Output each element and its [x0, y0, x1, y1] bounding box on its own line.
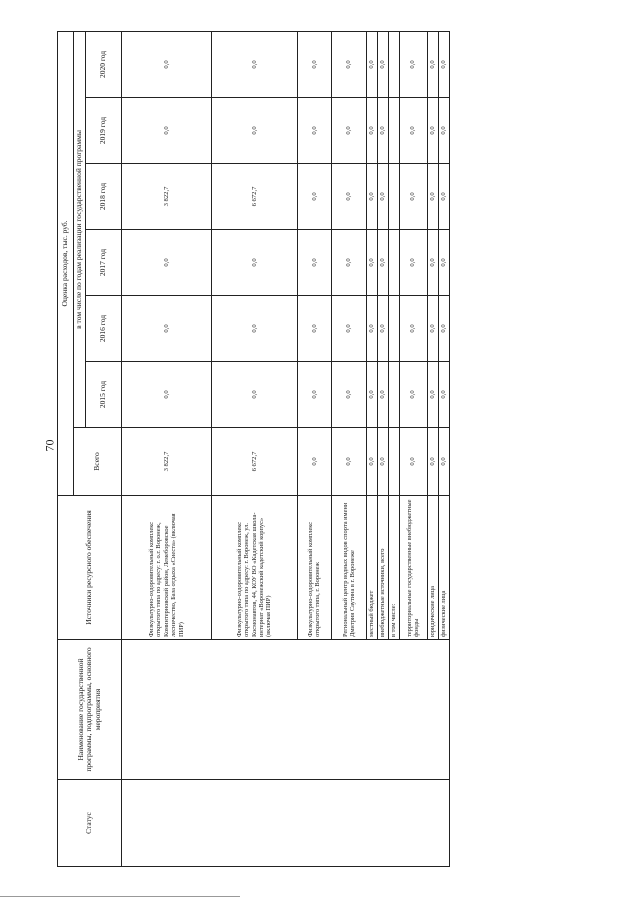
value-cell: 0,0 — [332, 362, 367, 428]
value-cell: 0,0 — [438, 296, 449, 362]
status-cell — [122, 780, 450, 867]
header-year-2019: 2019 год — [86, 98, 122, 164]
value-cell — [388, 230, 399, 296]
source-cell: Физкультурно-оздоровительный комплекс открытого типа по адресу: г. о.г. Воронеж, Коминтерновский район, Лемеборовское лесничество, База отдыха «Сиеста» (включая ПИР) — [122, 496, 212, 640]
value-cell: 0,0 — [427, 296, 438, 362]
value-cell: 0,0 — [399, 164, 427, 230]
program-name-cell — [122, 640, 450, 780]
source-cell: Физкультурно-оздоровительный комплекс открытого типа, г. Воронеж — [297, 496, 332, 640]
header-estimate: Оценка расходов, тыс. руб. — [58, 31, 74, 495]
value-cell: 0,0 — [366, 362, 377, 428]
value-cell: 0,0 — [438, 362, 449, 428]
value-cell: 0,0 — [399, 362, 427, 428]
value-cell: 0,0 — [366, 98, 377, 164]
value-cell: 0,0 — [211, 31, 297, 97]
rotated-table-container — [57, 32, 450, 867]
total-cell: 0,0 — [438, 428, 449, 496]
value-cell: 0,0 — [332, 98, 367, 164]
source-cell: внебюджетные источники, всего — [377, 496, 388, 640]
value-cell — [388, 164, 399, 230]
bottom-rule — [0, 896, 240, 897]
value-cell: 0,0 — [332, 164, 367, 230]
total-cell: 3 822,7 — [122, 428, 212, 496]
header-year-2018: 2018 год — [86, 164, 122, 230]
total-cell: 0,0 — [332, 428, 367, 496]
value-cell: 0,0 — [399, 98, 427, 164]
value-cell: 0,0 — [377, 230, 388, 296]
source-cell: Региональный центр водных видов спорта имени Дмитрия Саутина в г. Воронеже — [332, 496, 367, 640]
value-cell: 0,0 — [211, 98, 297, 164]
total-cell: 6 672,7 — [211, 428, 297, 496]
value-cell: 0,0 — [438, 98, 449, 164]
table-row — [122, 31, 212, 866]
header-status: Статус — [58, 780, 122, 867]
total-cell: 0,0 — [366, 428, 377, 496]
value-cell — [388, 31, 399, 97]
value-cell: 0,0 — [211, 230, 297, 296]
value-cell: 0,0 — [377, 31, 388, 97]
value-cell: 0,0 — [438, 31, 449, 97]
value-cell: 0,0 — [427, 164, 438, 230]
value-cell — [388, 362, 399, 428]
value-cell: 0,0 — [399, 31, 427, 97]
value-cell: 0,0 — [122, 31, 212, 97]
value-cell: 0,0 — [122, 98, 212, 164]
source-cell: юридические лица — [427, 496, 438, 640]
value-cell: 0,0 — [332, 296, 367, 362]
header-program-name: Наименование государственной программы, подпрограммы, основного мероприятия — [58, 640, 122, 780]
value-cell: 0,0 — [297, 230, 332, 296]
header-year-2016: 2016 год — [86, 296, 122, 362]
value-cell: 0,0 — [427, 31, 438, 97]
value-cell: 0,0 — [297, 362, 332, 428]
value-cell: 0,0 — [297, 98, 332, 164]
header-year-2015: 2015 год — [86, 362, 122, 428]
value-cell: 0,0 — [297, 31, 332, 97]
value-cell: 0,0 — [427, 362, 438, 428]
value-cell: 0,0 — [399, 296, 427, 362]
total-cell — [388, 428, 399, 496]
header-by-years: в том числе по годам реализации государственной программы — [74, 31, 86, 427]
value-cell: 0,0 — [438, 164, 449, 230]
value-cell: 0,0 — [332, 230, 367, 296]
total-cell: 0,0 — [427, 428, 438, 496]
value-cell: 0,0 — [427, 230, 438, 296]
header-total: Всего — [74, 428, 122, 496]
value-cell: 0,0 — [377, 296, 388, 362]
value-cell: 0,0 — [377, 362, 388, 428]
value-cell: 0,0 — [122, 230, 212, 296]
value-cell: 0,0 — [211, 362, 297, 428]
value-cell: 3 822,7 — [122, 164, 212, 230]
value-cell: 0,0 — [211, 296, 297, 362]
value-cell — [388, 296, 399, 362]
header-year-2020: 2020 год — [86, 31, 122, 97]
value-cell: 0,0 — [377, 164, 388, 230]
value-cell: 0,0 — [332, 31, 367, 97]
value-cell: 0,0 — [438, 230, 449, 296]
source-cell: физические лица — [438, 496, 449, 640]
page-number: 70 — [42, 439, 57, 452]
resource-table — [57, 31, 450, 867]
header-year-2017: 2017 год — [86, 230, 122, 296]
value-cell: 0,0 — [399, 230, 427, 296]
value-cell: 0,0 — [427, 98, 438, 164]
value-cell: 0,0 — [366, 164, 377, 230]
value-cell: 0,0 — [297, 296, 332, 362]
value-cell: 0,0 — [377, 98, 388, 164]
value-cell — [388, 98, 399, 164]
total-cell: 0,0 — [297, 428, 332, 496]
total-cell: 0,0 — [399, 428, 427, 496]
value-cell: 0,0 — [122, 296, 212, 362]
value-cell: 0,0 — [366, 296, 377, 362]
total-cell: 0,0 — [377, 428, 388, 496]
value-cell: 0,0 — [366, 230, 377, 296]
source-cell: Физкультурно-оздоровительный комплекс открытого типа по адресу: г. Воронеж, ул. Космонавтов, 44, КОУ ВО «Кадетская школа-интернат «Воронежский кадетский корпус» (включая ПИР) — [211, 496, 297, 640]
value-cell: 6 672,7 — [211, 164, 297, 230]
value-cell: 0,0 — [122, 362, 212, 428]
header-source: Источники ресурсного обеспечения — [58, 496, 122, 640]
source-cell: территориальные государственные внебюджетные фонды — [399, 496, 427, 640]
source-cell: местный бюджет — [366, 496, 377, 640]
value-cell: 0,0 — [297, 164, 332, 230]
source-cell: в том числе: — [388, 496, 399, 640]
value-cell: 0,0 — [366, 31, 377, 97]
